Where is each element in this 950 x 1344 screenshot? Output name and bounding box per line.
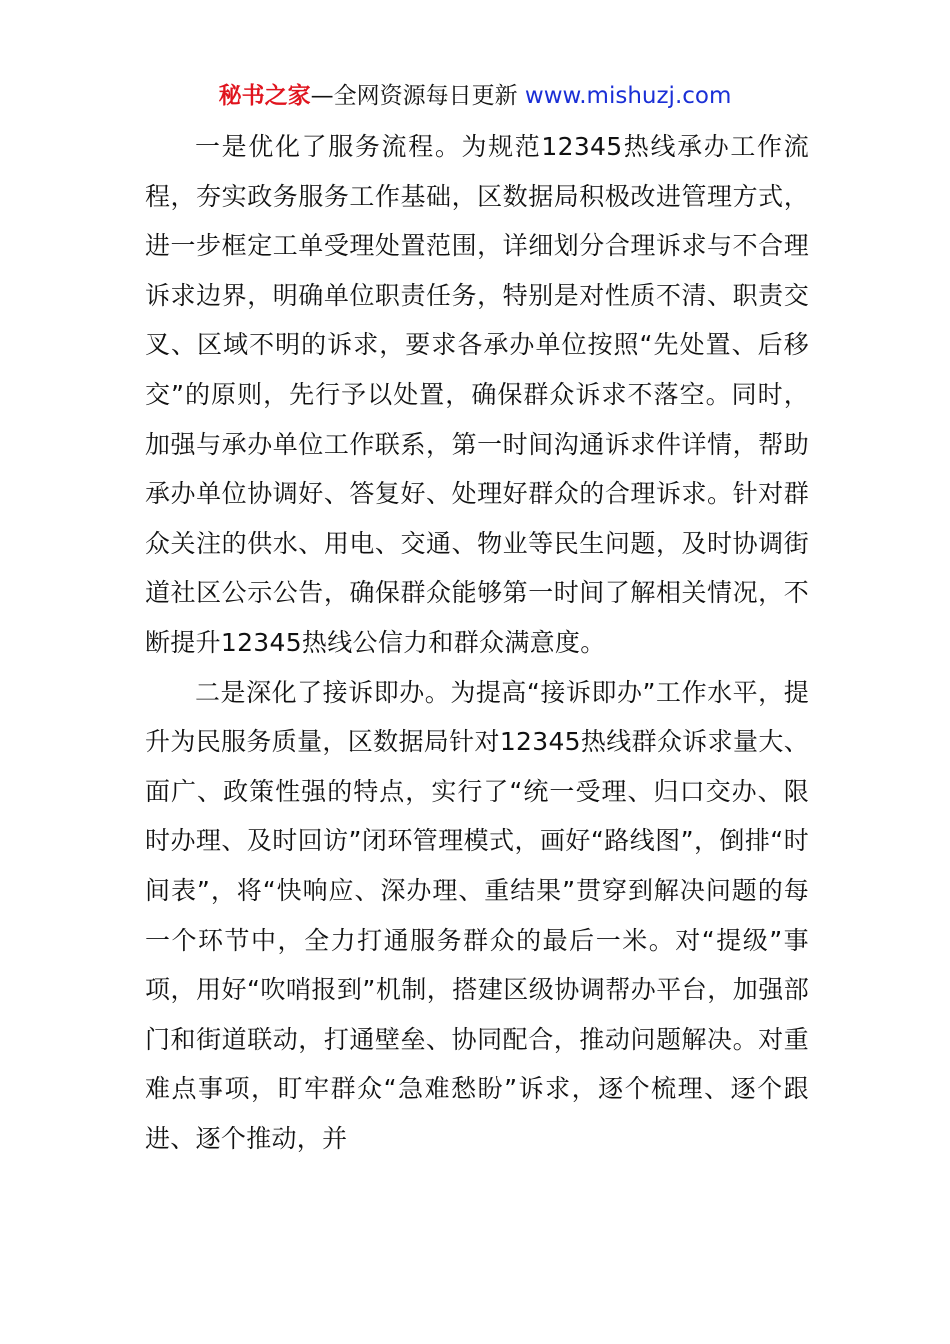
paragraph-service-process: 一是优化了服务流程。为规范12345热线承办工作流程，夯实政务服务工作基础，区数据局积极改进管理方式，进一步框定工单受理处置范围，详细划分合理诉求与不合理诉求边界，明确单位职责任务，特别是对性质不清、职责交叉、区域不明的诉求，要求各承办单位按照“先处置、后移交”的原则，先行予以处置，确保群众诉求不落空。同时，加强与承办单位工作联系，第一时间沟通诉求件详情，帮助承办单位协调好、答复好、处理好群众的合理诉求。针对群众关注的供水、用电、交通、物业等民生问题，及时协调街道社区公示公告，确保群众能够第一时间了解相关情况，不断提升12345热线公信力和群众满意度。 xyxy=(145,132,809,657)
document-body xyxy=(145,122,809,1163)
paragraph-instant-handling: 二是深化了接诉即办。为提高“接诉即办”工作水平，提升为民服务质量，区数据局针对12345热线群众诉求量大、面广、政策性强的特点，实行了“统一受理、归口交办、限时办理、及时回访”闭环管理模式，画好“路线图”，倒排“时间表”，将“快响应、深办理、重结果”贯穿到解决问题的每一个环节中，全力打通服务群众的最后一米。对“提级”事项，用好“吹哨报到”机制，搭建区级协调帮办平台，加强部门和街道联动，打通壁垒、协同配合，推动问题解决。对重难点事项，盯牢群众“急难愁盼”诉求，逐个梳理、逐个跟进、逐个推动，并 xyxy=(145,677,809,1153)
brand-name: 秘书之家 xyxy=(218,83,311,109)
header-tagline: —全网资源每日更新 xyxy=(310,83,525,109)
site-url-link[interactable]: www.mishuzj.com xyxy=(524,83,732,109)
site-header xyxy=(0,80,950,112)
